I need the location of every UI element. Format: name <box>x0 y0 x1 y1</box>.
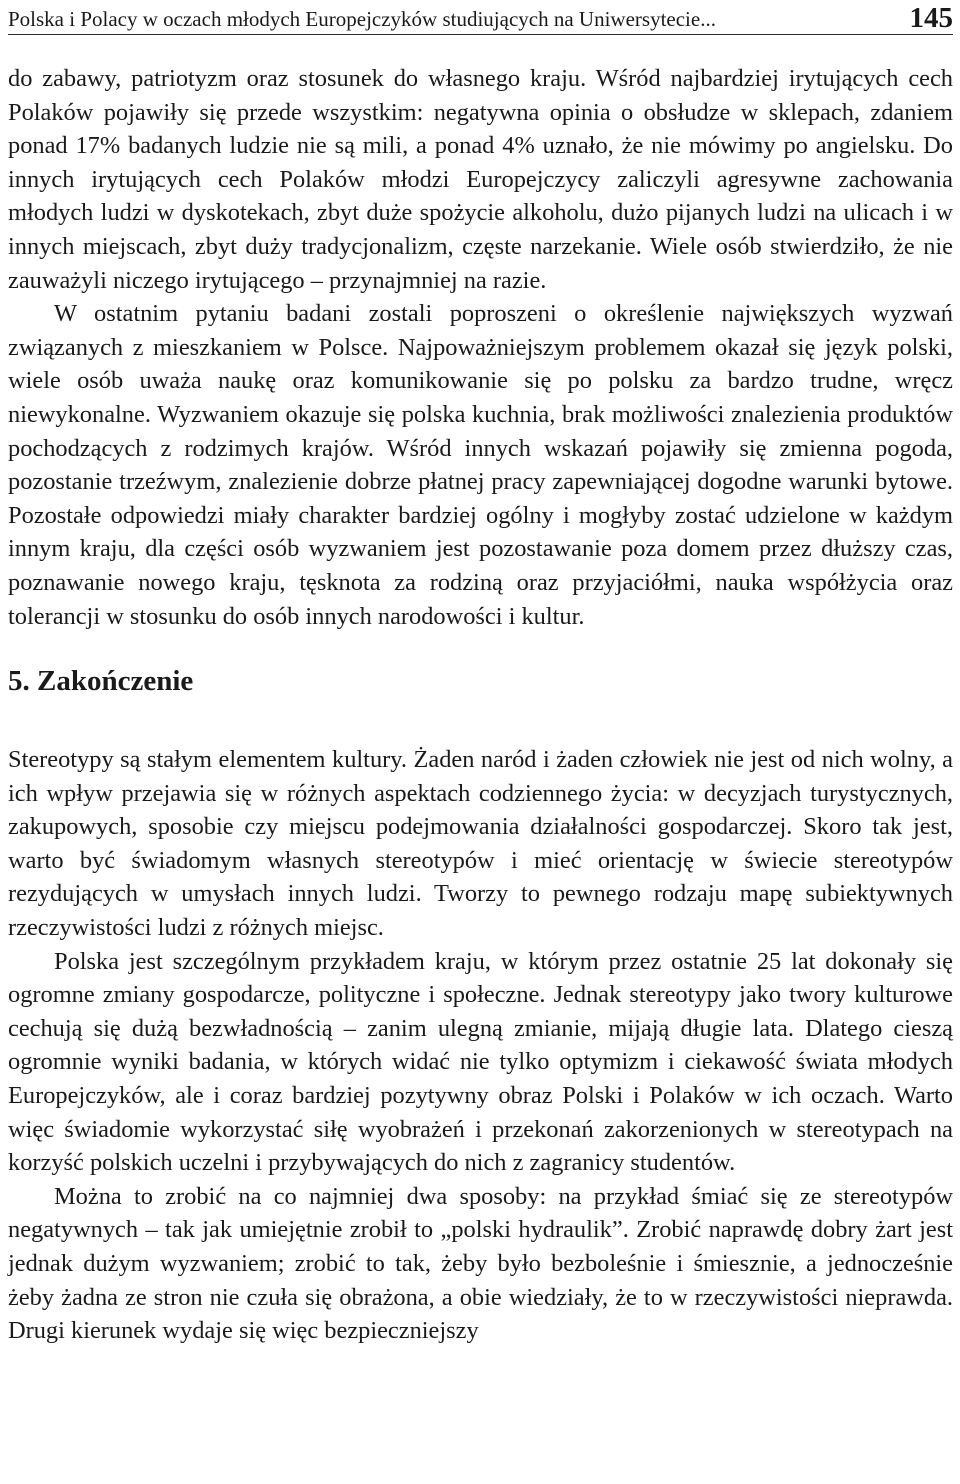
paragraph: Polska jest szczególnym przykładem kraju, w którym przez ostatnie 25 lat dokonały się ogromne zmiany gospodarcze, polityczne i społeczne. Jednak stereotypy jako twory kulturowe cechują się dużą bezwładnością – zanim ulegną zmianie, mijają długie lata. Dlatego cieszą ogromnie wyniki badania, w których widać nie tylko optymizm i ciekawość świata młodych Europejczyków, ale i coraz bardziej pozytywny obraz Polski i Polaków w ich oczach. Warto więc świadomie wykorzystać siłę wyobrażeń i przekonań zakorzenionych w stereotypach na korzyść polskich uczelni i przybywających do nich z zagranicy studentów. <box>8 947 953 1177</box>
header-title: Polska i Polacy w oczach młodych Europejczyków studiujących na Uniwersytecie... <box>8 7 716 31</box>
body-text <box>8 62 953 1348</box>
paragraph: Można to zrobić na co najmniej dwa sposoby: na przykład śmiać się ze stereotypów negatywnych – tak jak umiejętnie zrobił to „polski hydraulik”. Zrobić naprawdę dobry żart jest jednak dużym wyzwaniem; zrobić to tak, żeby było bezboleśnie i śmiesznie, a jednocześnie żeby żadna ze stron nie czuła się obrażona, a obie wiedziały, że to w rzeczywistości nieprawda. Drugi kierunek wydaje się więc bezpieczniejszy <box>8 1182 953 1345</box>
paragraph-continued: do zabawy, patriotyzm oraz stosunek do własnego kraju. Wśród najbardziej irytujących cech Polaków pojawiły się przede wszystkim: negatywna opinia o obsłudze w sklepach, zdaniem ponad 17% badanych ludzie nie są mili, a ponad 4% uznało, że nie mówimy po angielsku. Do innych irytujących cech Polaków młodzi Europejczycy zaliczyli agresywne zachowania młodych ludzi w dyskotekach, zbyt duże spożycie alkoholu, dużo pijanych ludzi na ulicach i w innych miejscach, zbyt duży tradycjonalizm, częste narzekanie. Wiele osób stwierdziło, że nie zauważyli niczego irytującego – przynajmniej na razie. <box>8 65 953 294</box>
section-heading: 5. Zakończenie <box>8 665 194 698</box>
running-header <box>8 4 953 35</box>
paragraph: W ostatnim pytaniu badani zostali poproszeni o określenie największych wyzwań związanych z mieszkaniem w Polsce. Najpoważniejszym problemem okazał się język polski, wiele osób uważa naukę oraz komunikowanie się po polsku za bardzo trudne, wręcz niewykonalne. Wyzwaniem okazuje się polska kuchnia, brak możliwości znalezienia produktów pochodzących z rodzimych krajów. Wśród innych wskazań pojawiły się zmienna pogoda, pozostanie trzeźwym, znalezienie dobrze płatnej pracy zapewniającej dogodne warunki bytowe. Pozostałe odpowiedzi miały charakter bardziej ogólny i mogłyby zostać udzielone w każdym innym kraju, dla części osób wyzwaniem jest pozostawanie poza domem przez dłuższy czas, poznawanie nowego kraju, tęsknota za rodziną oraz przyjaciółmi, nauka współżycia oraz tolerancji w stosunku do osób innych narodowości i kultur. <box>8 300 953 630</box>
paragraph: Stereotypy są stałym elementem kultury. Żaden naród i żaden człowiek nie jest od nich wolny, a ich wpływ przejawia się w różnych aspektach codziennego życia: w decyzjach turystycznych, zakupowych, sposobie czy miejscu podejmowania działalności gospodarczej. Skoro tak jest, warto być świadomym własnych stereotypów i mieć orientację w świecie stereotypów rezydujących w umysłach innych ludzi. Tworzy to pewnego rodzaju mapę subiektywnych rzeczywistości ludzi z różnych miejsc. <box>8 746 953 942</box>
page-number: 145 <box>909 2 953 34</box>
